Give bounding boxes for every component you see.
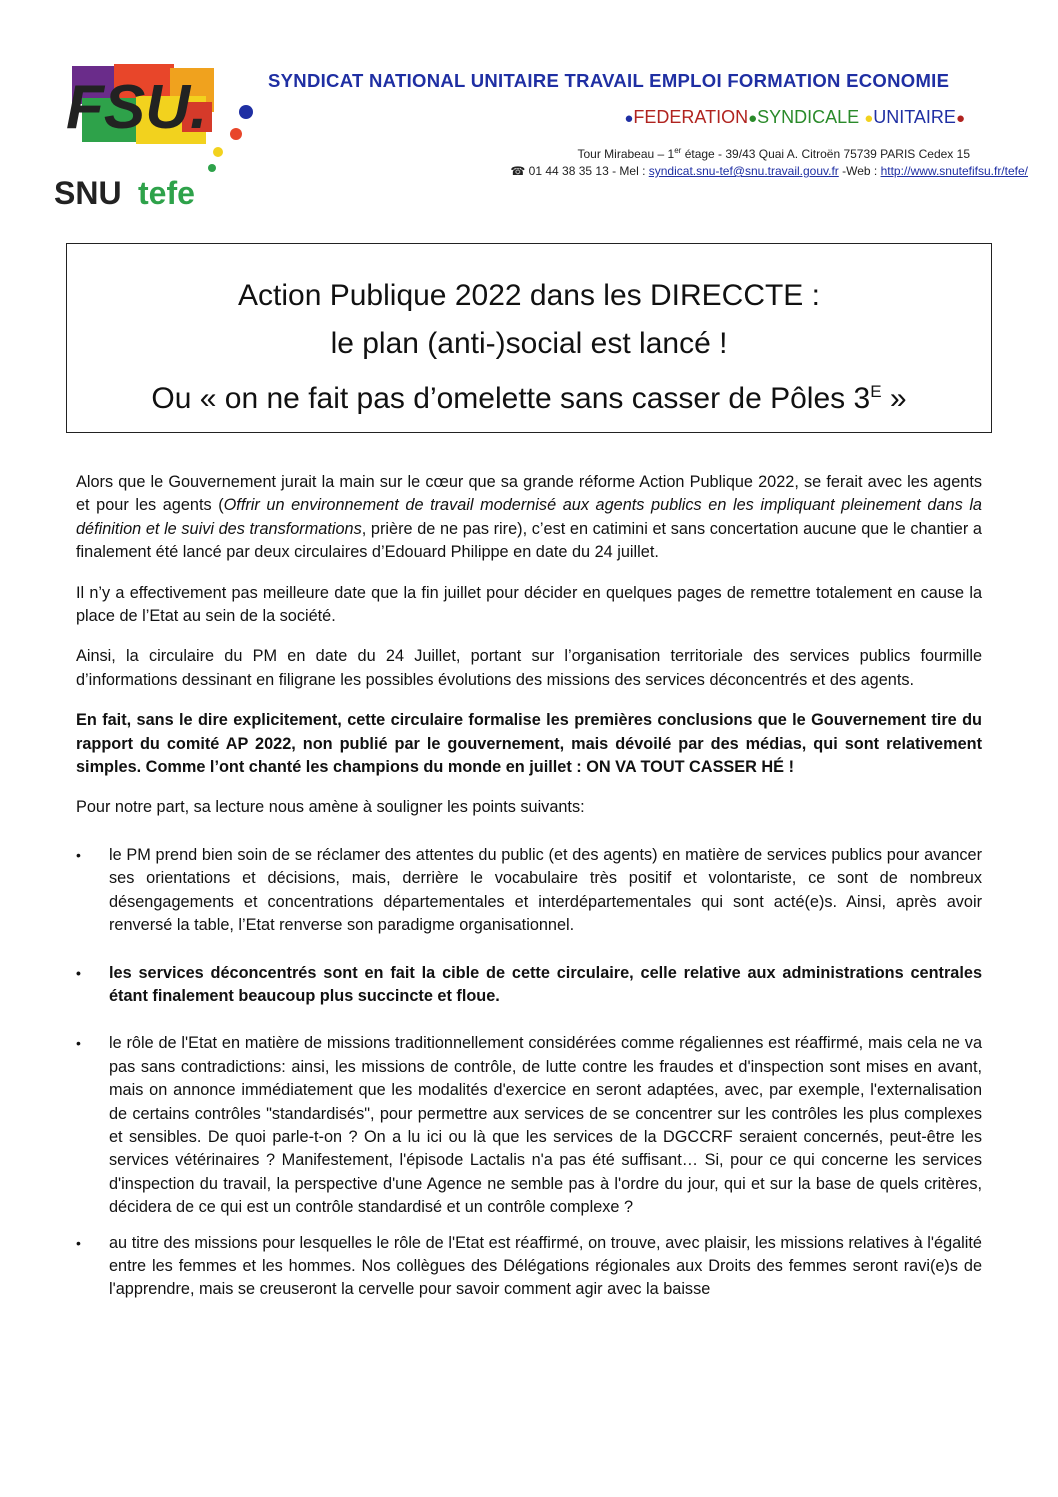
address-part: étage - 39/43 Quai A. Citroën 75739 PARIS Cedex 15 xyxy=(681,147,970,161)
paragraph-5: Pour notre part, sa lecture nous amène à souligner les points suivants: xyxy=(76,798,585,817)
contact-line xyxy=(510,164,1028,178)
logo-fsu-text: FSU. xyxy=(66,73,208,142)
address-superscript: er xyxy=(674,146,682,155)
logo-tefe-text: tefe xyxy=(138,175,195,211)
fsu-word-federation: FEDERATION xyxy=(633,107,749,127)
bullet-item: • les services déconcentrés sont en fait la cible de cette circulaire, celle relative aux administrations centrales étant finalement beaucoup plus succincte et floue. xyxy=(76,962,982,1009)
logo-snu-text: SNU xyxy=(54,175,122,211)
paragraph-1 xyxy=(76,471,982,565)
paragraph-3: Ainsi, la circulaire du PM en date du 24 Juillet, portant sur l’organisation territoriale des services publics fourmille d’informations dessinant en filigrane les possibles évolutions des missions des services déconcentrés et des agents. xyxy=(76,647,982,689)
title-line-3-text: Ou « on ne fait pas d’omelette sans casser de Pôles 3 xyxy=(151,382,871,415)
fsu-snu-tefe-logo xyxy=(52,62,262,212)
bullet-list xyxy=(76,844,982,1302)
title-line-2: le plan (anti-)social est lancé ! xyxy=(330,327,728,360)
fsu-word-syndicale: SYNDICALE xyxy=(757,107,860,127)
bullet-item: • le rôle de l'Etat en matière de missions traditionnellement considérées comme régaliennes est réaffirmé, mais cela ne va pas sans contradictions: ainsi, les missions de contrôle, de lutte contre les fraudes et d'inspection sont mises en avant, mais on annonce immédiatement que les modalités d'exercice en seront adaptées, avec, par exemple, l'externalisation de certains contrôles "standardisés", pour permettre aux services de se concentrer sur les contrôles les plus complexes et sensibles. De quoi parle-t-on ? On a lu ici ou là que les services de la DGCCRF seraient concernés, peut-être les services vétérinaires ? Manifestement, l'épisode Lactalis n'a pas été suffisant… Si, pour ce qui concerne les services d'inspection du travail, la perspective d'une Agence ne semble pas à l'ordre du jour, qui et sur la base de quels critères, décidera de ce qui est un contrôle standardisé et un contrôle complexe ? xyxy=(76,1032,982,1219)
paragraph-text: Alors que le Gouvernement jurait la main sur le cœur que sa grande réforme Action Publique 2022, se ferait avec les agents et pour les agents ( xyxy=(76,473,982,515)
title-line-1: Action Publique 2022 dans les DIRECCTE : xyxy=(238,279,820,312)
document-body xyxy=(76,471,982,1322)
yellow-dot-icon: ● xyxy=(864,110,874,127)
paragraph-text: , prière de ne pas rire), c’est en catimini et sans concertation aucune que le chantier a finalement été lancé par deux circulaires d’Edouard Philippe en date du 24 juillet. xyxy=(76,519,982,562)
title-box xyxy=(66,243,992,433)
fsu-tagline xyxy=(624,107,965,128)
fsu-word-unitaire: UNITAIRE xyxy=(873,107,956,127)
bullet-item: • au titre des missions pour lesquelles le rôle de l'Etat est réaffirmé, on trouve, avec plaisir, les missions relatives à l'égalité entre les femmes et les hommes. Nos collègues des Délégations régionales aux Droits des femmes seront ravi(e)s de l'apprendre, mais se creuseront la cervelle pour savoir comment agir avec la baisse xyxy=(76,1232,982,1302)
title-superscript: E xyxy=(870,382,882,401)
blue-dot-icon: ● xyxy=(624,110,634,127)
postal-address xyxy=(578,146,971,161)
red-dot-icon: ● xyxy=(955,110,965,127)
paragraph-4: En fait, sans le dire explicitement, cette circulaire formalise les premières conclusions que le Gouvernement tire du rapport du comité AP 2022, non publié par le gouvernement, mais dévoilé par des médias, qui sont relativement simples. Comme l’ont chanté les champions du monde en juillet : ON VA TOUT CASSER HÉ ! xyxy=(76,711,982,777)
green-dot-icon: ● xyxy=(748,110,758,127)
bullet-item: • le PM prend bien soin de se réclamer des attentes du public (et des agents) en matière de services publics pour avancer ses orientations et décisions, mais, derrière le vocabulaire très positif et volontariste, ce sont de nombreux désengagements et concentrations départementales et interdépartementales qui sont acté(e)s. Ainsi, après avoir renversé la table, l’Etat renverse son paradigme organisationnel. xyxy=(76,844,982,938)
website-link[interactable]: http://www.snutefifsu.fr/tefe/ xyxy=(880,164,1028,178)
paragraph-2: Il n’y a effectivement pas meilleure date que la fin juillet pour décider en quelques pages de remettre totalement en cause la place de l’Etat au sein de la société. xyxy=(76,583,982,626)
logo-graphic xyxy=(52,62,262,212)
phone-number: ☎ 01 44 38 35 13 - Mel : xyxy=(510,164,649,178)
address-part: Tour Mirabeau – 1 xyxy=(577,147,675,161)
web-label: -Web : xyxy=(838,164,881,178)
title-line-3-end: » xyxy=(881,382,907,415)
email-link[interactable]: syndicat.snu-tef@snu.travail.gouv.fr xyxy=(648,164,839,178)
paragraph-italic-quote: Offrir un environnement de travail modernisé aux agents publics en les impliquant pleinement dans la définition et le suivi des transformations xyxy=(76,496,982,538)
title-line-3 xyxy=(67,368,991,423)
organization-name: SYNDICAT NATIONAL UNITAIRE TRAVAIL EMPLOI FORMATION ECONOMIE xyxy=(268,70,950,91)
